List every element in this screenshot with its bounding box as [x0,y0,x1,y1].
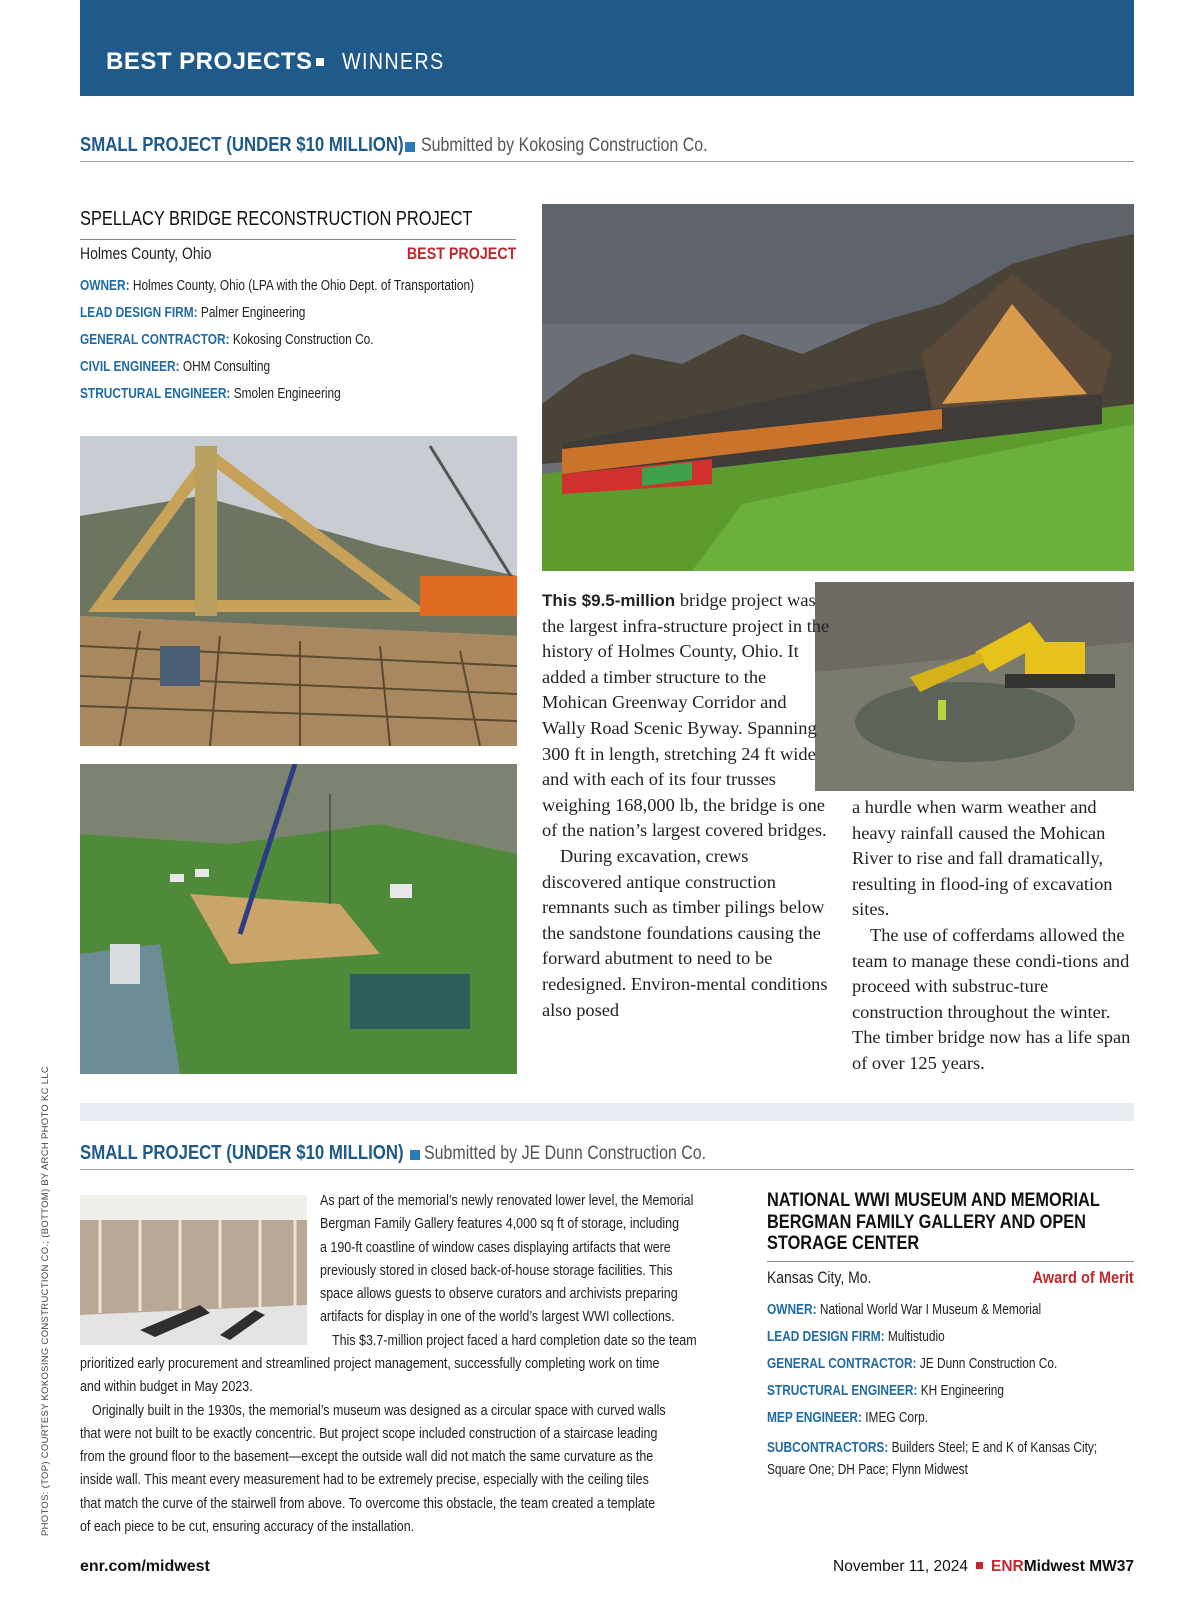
footer-brand-enr: ENR [991,1558,1024,1575]
project1-category-header [80,128,1134,162]
credit-owner: OWNER: National World War I Museum & Memorial [767,1302,1042,1318]
photo-credit: PHOTOS: (TOP) COURTESY KOKOSING CONSTRUCTION CO.; (BOTTOM) BY ARCH PHOTO KC LLC [40,1065,51,1536]
credit-owner: OWNER: Holmes County, Ohio (LPA with the Ohio Dept. of Transportation) [80,278,475,294]
project1-category: SMALL PROJECT (UNDER $10 MILLION) [80,134,404,156]
project2-title-line: STORAGE CENTER [767,1233,920,1254]
aerial-crane-photo [80,764,517,1074]
footer-brand-midwest: Midwest [1023,1558,1085,1575]
footer-folio [833,1558,1134,1576]
project1-title-block [80,208,516,240]
project2-award-badge: Award of Merit [1032,1268,1134,1287]
footer-url: enr.com/midwest [80,1558,210,1575]
project1-body-column1 [542,588,832,1023]
credit-structural-engineer: STRUCTURAL ENGINEER: KH Engineering [767,1383,1004,1399]
credit-structural-engineer: STRUCTURAL ENGINEER: Smolen Engineering [80,386,341,402]
category-square-icon [410,1150,420,1160]
footer-date: November 11, 2024 [833,1558,968,1575]
banner-subsection-label: WINNERS [342,48,445,74]
credit-civil-engineer: CIVIL ENGINEER: OHM Consulting [80,359,271,375]
project1-award-badge: BEST PROJECT [406,244,516,263]
project1-paragraph2: During excavation, crews discovered antique construction remnants such as timber pilings below the sandstone foundations causing the forward abutment to need to be redesigned. Environ-mental conditions also posed [542,845,828,1020]
credit-general-contractor: GENERAL CONTRACTOR: Kokosing Construction Co. [80,332,374,348]
project1-paragraph3: a hurdle when warm weather and heavy rainfall caused the Mohican River to rise and fall dramatically, resulting in flood-ing of excavation sites. [852,797,1113,920]
body-line: and within budget in May 2023. [80,1379,253,1396]
project1-location: Holmes County, Ohio [80,244,212,263]
category-square-icon [405,142,415,152]
body-line: previously stored in closed back-of-house storage facilities. This [320,1262,673,1279]
section-banner [80,0,1134,96]
project2-title-line: NATIONAL WWI MUSEUM AND MEMORIAL [767,1190,1100,1211]
body-line: As part of the memorial’s newly renovated lower level, the Memorial [320,1193,694,1209]
project2-title-block [767,1190,1134,1262]
banner-section-label: BEST PROJECTS [106,48,313,75]
banner-square-icon [316,58,324,66]
project1-paragraph4: The use of cofferdams allowed the team to manage these condi-tions and proceed with substruc-ture construction throughout the winter. The timber bridge now has a life span of over 125 years. [852,924,1131,1073]
project2-location: Kansas City, Mo. [767,1268,872,1287]
body-line: of each piece to be cut, ensuring accuracy of the installation. [80,1519,415,1536]
project1-credits [80,278,520,413]
credit-lead-design: LEAD DESIGN FIRM: Multistudio [767,1329,945,1345]
project2-credits [767,1302,1147,1481]
body-line: This $3.7-million project faced a hard completion date so the team [332,1332,697,1349]
project2-body-full [80,1353,759,1539]
body-line: prioritized early procurement and streamlined project management, successfully completing work on time [80,1356,660,1372]
truss-construction-photo [80,436,517,746]
footer-square-icon [976,1562,983,1569]
gallery-interior-photo [80,1195,307,1345]
body-line: a 190-ft coastline of window cases displaying artifacts that were [320,1239,671,1256]
project1-paragraph1: This $9.5-million bridge project was the largest infra-structure project in the history of Holmes County, Ohio. It added a timber structure to the Mohican Greenway Corridor and Wally Road Scenic Byway. Spanning 300 ft in length, stretching 24 ft wide and with each of its four trusses weighing 168,000 lb, the bridge is one of the nation’s largest covered bridges. [542,590,830,841]
body-line: that were not built to be exactly concentric. But project scope included construction of a staircase leading [80,1425,658,1442]
project1-title: SPELLACY BRIDGE RECONSTRUCTION PROJECT [80,208,473,230]
body-line: inside wall. This meant every measurement had to be extremely precise, especially with the ceiling tiles [80,1472,649,1489]
credit-lead-design: LEAD DESIGN FIRM: Palmer Engineering [80,305,306,321]
project2-submitted-by: Submitted by JE Dunn Construction Co. [424,1143,707,1164]
body-line: from the ground floor to the basement—except the outside wall did not match the same curvature as the [80,1449,654,1466]
body-line: artifacts for display in one of the world’s largest WWI collections. [320,1309,675,1326]
project2-category: SMALL PROJECT (UNDER $10 MILLION) [80,1142,404,1164]
covered-bridge-photo [542,204,1134,571]
project2-title-line: BERGMAN FAMILY GALLERY AND OPEN [767,1211,1086,1233]
credit-subcontractors: SUBCONTRACTORS: Builders Steel; E and K of Kansas City; Square One; DH Pace; Flynn Midwest [767,1440,1098,1478]
project2-category-header [80,1136,1134,1170]
body-line: Bergman Family Gallery features 4,000 sq ft of storage, including [320,1216,680,1233]
body-line: space allows guests to observe curators and archivists preparing [320,1286,678,1303]
credit-general-contractor: GENERAL CONTRACTOR: JE Dunn Construction Co. [767,1356,1058,1372]
body-line: that match the curve of the stairwell from above. To overcome this obstacle, the team created a template [80,1495,656,1512]
body-line: Originally built in the 1930s, the memorial’s museum was designed as a circular space with curved walls [92,1402,666,1419]
credit-mep-engineer: MEP ENGINEER: IMEG Corp. [767,1410,929,1426]
excavator-photo [815,582,1134,791]
lead-in-bold: This $9.5-million [542,591,676,610]
footer-page-number: MW37 [1089,1558,1134,1575]
project1-body-column2 [852,795,1142,1077]
project2-body-wrapped [320,1190,756,1353]
section-divider [80,1103,1134,1121]
project1-submitted-by: Submitted by Kokosing Construction Co. [421,135,708,156]
